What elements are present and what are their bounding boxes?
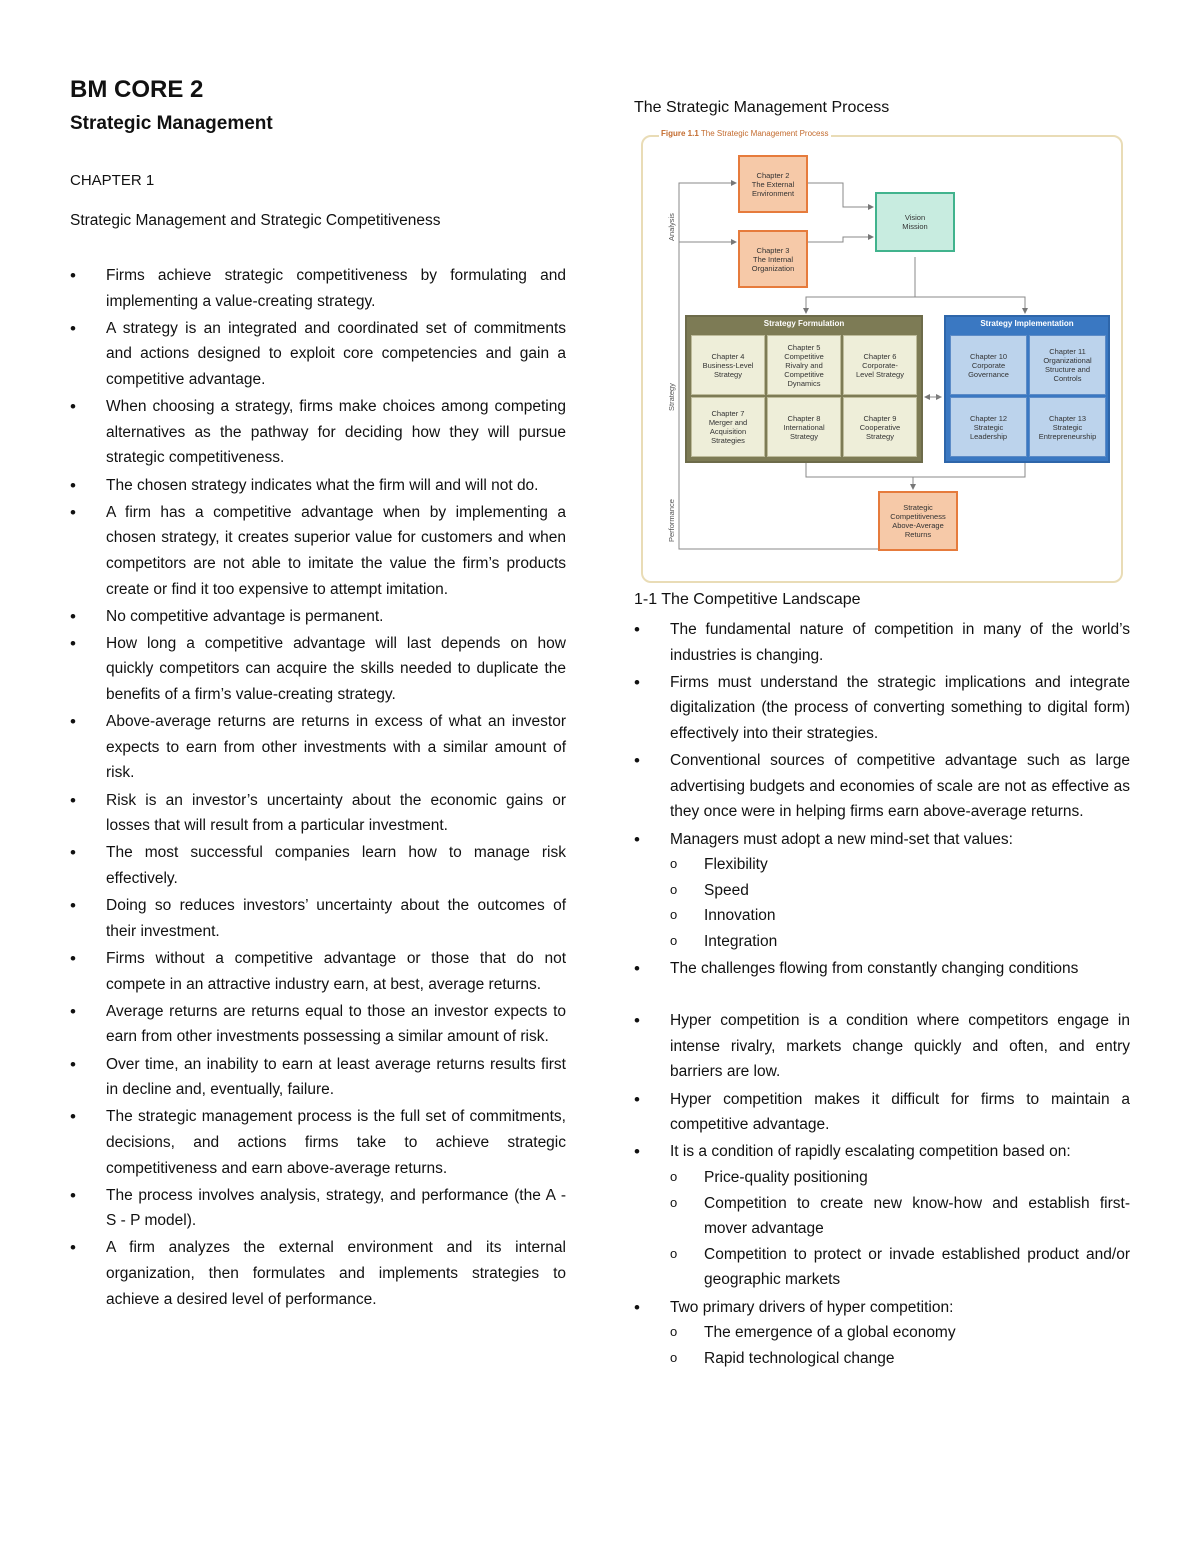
left-column-list	[70, 263, 566, 1314]
implementation-cell: Chapter 10 Corporate Governance	[950, 335, 1027, 395]
bullet-item: • Risk is an investor’s uncertainty about the economic gains or losses that will result from a particular investment.	[70, 788, 566, 839]
strategy-formulation-panel	[685, 315, 923, 463]
side-label-strategy: Strategy	[667, 383, 676, 411]
sub-bullet-item: o The emergence of a global economy	[634, 1320, 1130, 1346]
list-spacer	[634, 983, 1130, 1008]
implementation-cell: Chapter 12 Strategic Leadership	[950, 397, 1027, 457]
bullet-item	[634, 1295, 1130, 1372]
bullet-item: • Doing so reduces investors’ uncertainty about the outcomes of their investment.	[70, 893, 566, 944]
bullet-item: • A firm has a competitive advantage when by implementing a chosen strategy, it creates superior value for customers and when competitors are not able to imitate the value the firm’s products create or find it too expensive to attempt imitation.	[70, 500, 566, 602]
chapter-heading: Strategic Management and Strategic Competitiveness	[70, 212, 441, 229]
bullet-item: • Firms achieve strategic competitiveness by formulating and implementing a value-creating strategy.	[70, 263, 566, 314]
bullet-text: Managers must adopt a new mind-set that values:	[670, 830, 1013, 848]
sub-bullet-item: o Innovation	[634, 903, 1130, 929]
bullet-text: It is a condition of rapidly escalating competition based on:	[670, 1143, 1071, 1161]
bullet-item: • A strategy is an integrated and coordinated set of commitments and actions designed to exploit core competencies and gain a competitive advantage.	[70, 316, 566, 393]
bullet-item: • Firms without a competitive advantage or those that do not compete in an attractive industry earn, at best, average returns.	[70, 946, 566, 997]
sub-bullet-list	[634, 852, 1130, 954]
vision-mission-box: Vision Mission	[875, 192, 955, 252]
sub-bullet-item: o Rapid technological change	[634, 1346, 1130, 1372]
sub-bullet-list	[634, 1165, 1130, 1293]
strategy-implementation-panel	[944, 315, 1110, 463]
bullet-item	[634, 827, 1130, 955]
sub-bullet-item: o Competition to create new know-how and establish first-mover advantage	[634, 1191, 1130, 1242]
side-label-performance: Performance	[667, 499, 676, 542]
bullet-item: • The process involves analysis, strategy, and performance (the A - S - P model).	[70, 1183, 566, 1234]
right-column-list	[634, 617, 1130, 1373]
bullet-text: The challenges flowing from constantly changing conditions	[670, 960, 1079, 978]
external-environment-box: Chapter 2 The External Environment	[738, 155, 808, 213]
sub-bullet-item: o Flexibility	[634, 852, 1130, 878]
strategy-formulation-title: Strategy Formulation	[763, 319, 845, 328]
formulation-cell: Chapter 4 Business-Level Strategy	[691, 335, 765, 395]
strategic-process-figure	[641, 129, 1123, 583]
bullet-text: Conventional sources of competitive advantage such as large advertising budgets and economies of scale are not as effective as they once were in helping firms earn above-average returns.	[670, 752, 1130, 821]
bullet-item	[634, 1139, 1130, 1293]
figure-title: The Strategic Management Process	[634, 99, 890, 116]
side-label-analysis: Analysis	[667, 213, 676, 241]
formulation-cell: Chapter 7 Merger and Acquisition Strategies	[691, 397, 765, 457]
sub-bullet-list	[634, 1320, 1130, 1371]
bullet-item: • The strategic management process is the full set of commitments, decisions, and actions firms take to achieve strategic competitiveness and earn above-average returns.	[70, 1104, 566, 1181]
bullet-item: • Average returns are returns equal to those an investor expects to earn from other investments possessing a similar amount of risk.	[70, 999, 566, 1050]
document-subtitle: Strategic Management	[70, 113, 273, 134]
bullet-item: • No competitive advantage is permanent.	[70, 604, 566, 630]
chapter-label: CHAPTER 1	[70, 172, 155, 189]
bullet-item: • A firm analyzes the external environment and its internal organization, then formulates and implements strategies to achieve a desired level of performance.	[70, 1235, 566, 1312]
internal-organization-box: Chapter 3 The Internal Organization	[738, 230, 808, 288]
bullet-item	[634, 1008, 1130, 1085]
sub-bullet-item: o Integration	[634, 929, 1130, 955]
figure-caption-text: The Strategic Management Process	[700, 129, 829, 138]
implementation-cell: Chapter 11 Organizational Structure and Controls	[1029, 335, 1106, 395]
sub-bullet-item: o Competition to protect or invade established product and/or geographic markets	[634, 1242, 1130, 1293]
implementation-cell: Chapter 13 Strategic Entrepreneurship	[1029, 397, 1106, 457]
bullet-text: Two primary drivers of hyper competition:	[670, 1298, 954, 1316]
strategy-implementation-title: Strategy Implementation	[980, 319, 1074, 328]
bullet-item	[634, 1087, 1130, 1138]
formulation-cell: Chapter 8 International Strategy	[767, 397, 841, 457]
bullet-item	[634, 748, 1130, 825]
bullet-text: Hyper competition is a condition where competitors engage in intense rivalry, markets change quickly and often, and entry barriers are low.	[670, 1012, 1130, 1081]
bullet-item: • The most successful companies learn how to manage risk effectively.	[70, 840, 566, 891]
left-bullet-list	[70, 263, 566, 1312]
sub-bullet-item: o Price-quality positioning	[634, 1165, 1130, 1191]
strategic-competitiveness-box: Strategic Competitiveness Above-Average Returns	[878, 491, 958, 551]
formulation-cell: Chapter 5 Competitive Rivalry and Competitive Dynamics	[767, 335, 841, 395]
formulation-cell: Chapter 9 Cooperative Strategy	[843, 397, 917, 457]
bullet-item: • Above-average returns are returns in excess of what an investor expects to earn from other investments with a similar amount of risk.	[70, 709, 566, 786]
bullet-item	[634, 617, 1130, 668]
figure-caption-number: Figure 1.1	[661, 129, 699, 138]
bullet-item: • How long a competitive advantage will last depends on how quickly competitors can acquire the skills needed to duplicate the benefits of a firm’s value-creating strategy.	[70, 631, 566, 708]
sub-bullet-item: o Speed	[634, 878, 1130, 904]
bullet-text: Firms must understand the strategic implications and integrate digitalization (the process of converting something to digital form) effectively into their strategies.	[670, 673, 1130, 742]
formulation-cell: Chapter 6 Corporate- Level Strategy	[843, 335, 917, 395]
bullet-item: • Over time, an inability to earn at least average returns results first in decline and, eventually, failure.	[70, 1052, 566, 1103]
bullet-text: The fundamental nature of competition in many of the world’s industries is changing.	[670, 621, 1130, 664]
right-bullet-list	[634, 617, 1130, 1371]
section-heading: 1-1 The Competitive Landscape	[634, 591, 861, 608]
bullet-item: • When choosing a strategy, firms make choices among competing alternatives as the pathway for deciding how they will pursue strategic competitiveness.	[70, 394, 566, 471]
document-title: BM CORE 2	[70, 76, 204, 103]
bullet-item	[634, 670, 1130, 747]
bullet-text: Hyper competition makes it difficult for firms to maintain a competitive advantage.	[670, 1090, 1130, 1134]
bullet-item: • The chosen strategy indicates what the firm will and will not do.	[70, 473, 566, 499]
bullet-item	[634, 956, 1130, 982]
